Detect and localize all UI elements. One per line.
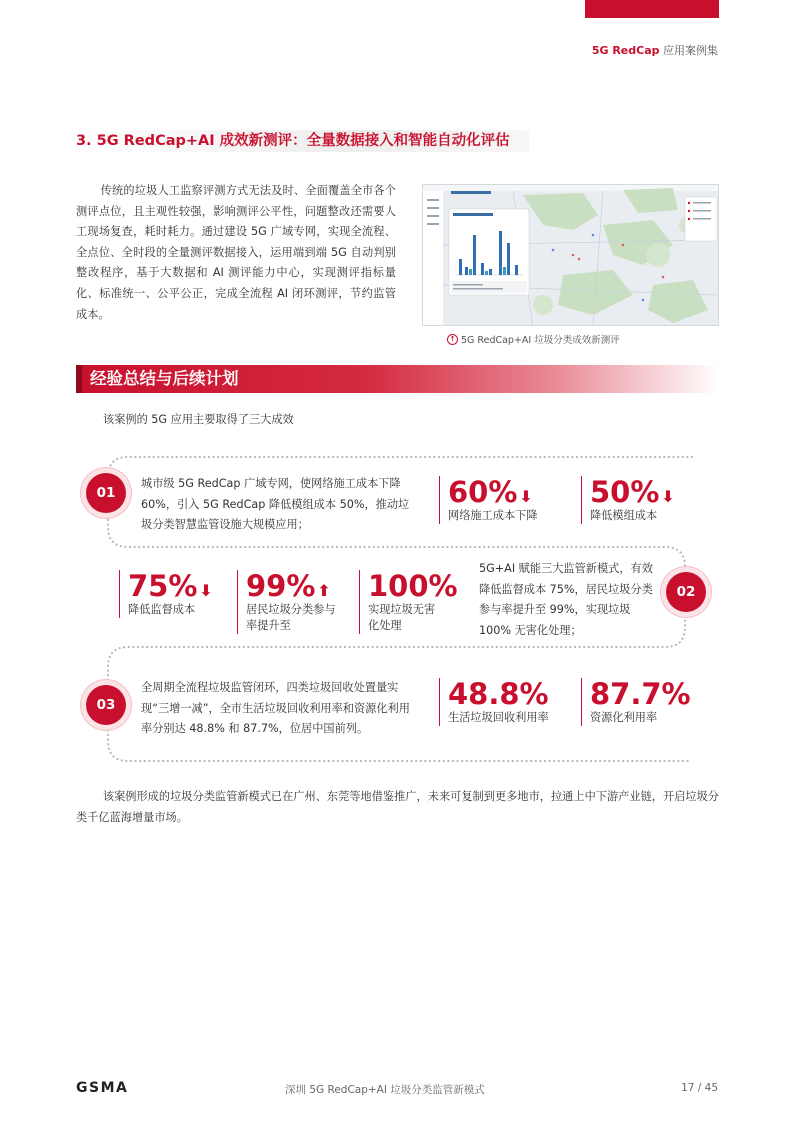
summary-title: 经验总结与后续计划	[90, 369, 239, 388]
achievement-badge-02: 02	[666, 572, 706, 612]
summary-title-accent	[76, 365, 82, 393]
section3-paragraph: 传统的垃圾人工监察评测方式无法及时、全面覆盖全市各个测评点位，且主观性较强，影响测评公平性，问题整改还需要人工现场复查，耗时耗力。通过建设 5G 广域专网，实现全流程、全点位、全时段的全量测评数据接入，运用端到端 5G 自动判别整改程序，基于大数据和 AI 测评能力中心，实现测评指标量化、标准统一、公平公正，完成全流程 AI 闭环测评，节约监管成本。	[76, 184, 396, 321]
achievement-text-02: 5G+AI 赋能三大监管新模式，有效降低监督成本 75%，居民垃圾分类参与率提升至 99%，实现垃圾 100% 无害化处理；	[479, 562, 653, 637]
stat-label: 网络施工成本下降	[448, 509, 538, 522]
footer-title: 深圳 5G RedCap+AI 垃圾分类监管新模式	[285, 1084, 485, 1096]
stat-label: 降低监督成本	[128, 603, 196, 616]
stat-label: 降低模组成本	[590, 509, 658, 522]
arrow-down-icon: ⬇	[661, 487, 675, 506]
header-label	[592, 42, 718, 58]
dashboard-image	[423, 185, 719, 326]
arrow-down-icon: ⬇	[519, 487, 533, 506]
stat-recycling-rate	[439, 678, 549, 726]
stat-value: 60%	[448, 475, 518, 509]
achievement-badge-01: 01	[86, 473, 126, 513]
stat-supervision-cost	[119, 570, 213, 618]
dashboard-screenshot	[422, 184, 719, 326]
stat-module-cost	[581, 476, 675, 524]
header-brand: 5G RedCap	[591, 44, 660, 57]
stat-value: 87.7%	[590, 677, 691, 711]
stat-label: 生活垃圾回收利用率	[448, 711, 549, 724]
stat-value: 75%	[128, 569, 198, 603]
screenshot-caption	[447, 332, 620, 346]
stat-value: 50%	[590, 475, 660, 509]
arrow-down-icon: ⬇	[199, 581, 213, 600]
achievement-badge-03: 03	[86, 685, 126, 725]
header-accent-bar	[585, 0, 719, 18]
gsma-logo: GSMA	[76, 1080, 129, 1096]
header-subtitle: 应用案例集	[663, 44, 718, 57]
arrow-up-icon: ⬆	[317, 581, 331, 600]
screenshot-caption-text: 5G RedCap+AI 垃圾分类成效新测评	[461, 335, 620, 346]
stat-label: 资源化利用率	[590, 711, 658, 724]
stat-participation-rate	[237, 570, 338, 634]
stat-value: 48.8%	[448, 677, 549, 711]
stat-value: 99%	[246, 569, 316, 603]
stat-label: 实现垃圾无害化处理	[368, 603, 436, 632]
arrow-up-circle-icon: ↑	[447, 334, 458, 345]
closing-paragraph: 该案例形成的垃圾分类监管新模式已在广州、东莞等地借鉴推广，未来可复制到更多地市，拉通上中下游产业链，开启垃圾分类千亿蓝海增量市场。	[76, 790, 719, 824]
stat-network-cost	[439, 476, 538, 524]
page-number: 17 / 45	[681, 1082, 718, 1094]
summary-title-bar	[76, 365, 719, 393]
stat-resource-rate	[581, 678, 691, 726]
achievement-text-01: 城市级 5G RedCap 广域专网，使网络施工成本下降 60%，引入 5G RedCap 降低模组成本 50%，推动垃圾分类智慧监管设施大规模应用；	[141, 477, 410, 532]
stat-harmless-treatment	[359, 570, 458, 634]
achievement-text-03: 全周期全流程垃圾监管闭环，四类垃圾回收处置量实现“三增一减”，全市生活垃圾回收利用率和资源化利用率分别达 48.8% 和 87.7%，位居中国前列。	[141, 681, 410, 736]
stat-value: 100%	[368, 569, 458, 603]
summary-intro: 该案例的 5G 应用主要取得了三大成效	[103, 413, 294, 426]
stat-label: 居民垃圾分类参与率提升至	[246, 603, 336, 632]
section3-title: 3. 5G RedCap+AI 成效新测评：全量数据接入和智能自动化评估	[74, 130, 529, 152]
